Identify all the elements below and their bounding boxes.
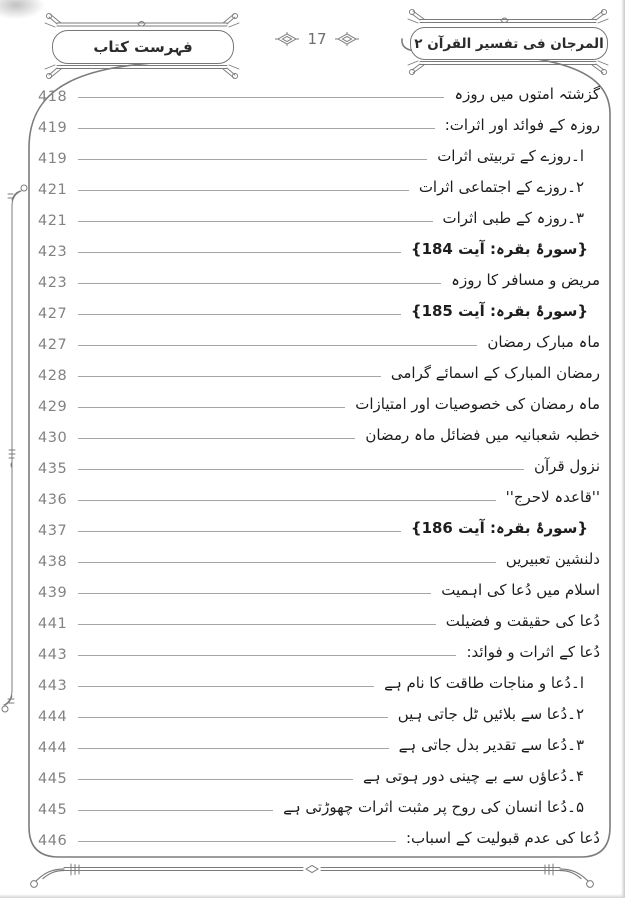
entry-page-number: 421 [38, 212, 68, 229]
leader-line [78, 810, 273, 811]
entry-title: دُعا کی عدم قبولیت کے اسباب: [405, 828, 600, 847]
entry-page-number: 435 [38, 460, 68, 477]
entry-title: ا۔روزے کے تربیتی اثرات [437, 146, 584, 165]
toc-entry [38, 477, 600, 508]
entry-page-number: 443 [38, 677, 68, 694]
entry-title: ماہ رمضان کی خصوصیات اور امتیازات [355, 394, 600, 413]
entry-page-number: 445 [38, 770, 68, 787]
entry-title: ۳۔دُعا سے تقدیر بدل جاتی ہے [398, 735, 584, 754]
toc-entry [38, 787, 600, 818]
entry-page-number: 441 [38, 615, 68, 632]
toc-entry [38, 198, 600, 229]
leader-line [78, 531, 401, 532]
toc-entry [38, 291, 600, 322]
entry-page-number: 427 [38, 305, 68, 322]
leader-line [78, 252, 401, 253]
entry-title: خطبہ شعبانیہ میں فضائل ماہ رمضان [365, 425, 600, 444]
entry-title: دلنشین تعبیریں [505, 549, 600, 568]
book-title-cartouche [410, 27, 608, 60]
leader-line [78, 345, 477, 346]
toc-entry [38, 756, 600, 787]
section-title: فہرست کتاب [93, 38, 193, 56]
toc-entry [38, 508, 600, 539]
entry-page-number: 419 [38, 150, 68, 167]
toc-entry [38, 105, 600, 136]
entry-page-number: 419 [38, 119, 68, 136]
entry-page-number: 430 [38, 429, 68, 446]
entry-page-number: 438 [38, 553, 68, 570]
entry-page-number: 439 [38, 584, 68, 601]
toc-entry [38, 570, 600, 601]
leader-line [78, 159, 427, 160]
toc-entry [38, 260, 600, 291]
toc-entry [38, 74, 600, 105]
entry-title: گزشتہ امتوں میں روزہ [454, 84, 600, 103]
toc-entry [38, 136, 600, 167]
entry-title: ۵۔دُعا انسان کی روح پر مثبت اثرات چھوڑتی ہے [283, 797, 584, 816]
toc-entry [38, 694, 600, 725]
toc-entry [38, 663, 600, 694]
entry-page-number: 427 [38, 336, 68, 353]
page-number-block [262, 27, 372, 51]
entry-page-number: 443 [38, 646, 68, 663]
leader-line [78, 748, 389, 749]
entry-page-number: 418 [38, 88, 68, 105]
entry-page-number: 428 [38, 367, 68, 384]
toc-entry [38, 601, 600, 632]
entry-title: ''قاعدہ لاحرج'' [505, 487, 600, 506]
leader-line [78, 593, 431, 594]
leader-line [78, 97, 444, 98]
book-title: المرجان فی تفسیر القرآن ۲ [414, 35, 604, 52]
toc-entry [38, 446, 600, 477]
entry-title: {سورۂ بقرہ: آیت 184} [410, 239, 588, 258]
leader-line [78, 283, 441, 284]
section-title-cartouche [52, 30, 234, 64]
leader-line [78, 376, 381, 377]
toc-entry [38, 415, 600, 446]
entry-page-number: 429 [38, 398, 68, 415]
leader-line [78, 624, 436, 625]
entry-title: ۳۔روزہ کے طبی اثرات [442, 208, 584, 227]
left-margin-flourish [2, 185, 27, 712]
toc-entry [38, 322, 600, 353]
entry-page-number: 423 [38, 243, 68, 260]
entry-title: رمضان المبارک کے اسمائے گرامی [390, 363, 600, 382]
leader-line [78, 407, 345, 408]
entry-title: ا۔دُعا و مناجات طاقت کا نام ہے [384, 673, 584, 692]
toc-entry [38, 229, 600, 260]
entry-title: اسلام میں دُعا کی اہمیت [441, 580, 600, 599]
entry-title: {سورۂ بقرہ: آیت 185} [410, 301, 588, 320]
entry-page-number: 445 [38, 801, 68, 818]
entry-page-number: 437 [38, 522, 68, 539]
entry-title: روزہ کے فوائد اور اثرات: [444, 115, 600, 134]
toc-entry [38, 353, 600, 384]
entry-title: ماہ مبارک رمضان [487, 332, 600, 351]
floral-ornament-icon [335, 31, 359, 47]
entry-title: نزول قرآن [534, 456, 600, 475]
entry-page-number: 421 [38, 181, 68, 198]
scan-artifact [0, 894, 625, 898]
entry-page-number: 436 [38, 491, 68, 508]
leader-line [78, 314, 401, 315]
leader-line [78, 655, 456, 656]
floral-ornament-icon [275, 31, 299, 47]
toc-entry [38, 725, 600, 756]
entry-title: ۴۔دُعاؤں سے بے چینی دور ہوتی ہے [362, 766, 584, 785]
leader-line [78, 438, 355, 439]
entry-title: ۲۔روزے کے اجتماعی اثرات [418, 177, 584, 196]
toc-entry [38, 539, 600, 570]
entry-page-number: 446 [38, 832, 68, 849]
entry-title: {سورۂ بقرہ: آیت 186} [410, 518, 588, 537]
toc-list [38, 74, 600, 849]
page-number: 17 [307, 30, 327, 48]
entry-page-number: 444 [38, 739, 68, 756]
leader-line [78, 190, 409, 191]
leader-line [78, 128, 435, 129]
leader-line [78, 779, 353, 780]
leader-line [78, 500, 496, 501]
entry-title: دُعا کے اثرات و فوائد: [466, 642, 600, 661]
leader-line [78, 469, 524, 470]
toc-entry [38, 167, 600, 198]
scan-artifact [621, 0, 625, 898]
leader-line [78, 717, 388, 718]
entry-page-number: 423 [38, 274, 68, 291]
toc-entry [38, 818, 600, 849]
bottom-rule-flourish [31, 864, 594, 887]
leader-line [78, 686, 374, 687]
entry-title: مریض و مسافر کا روزہ [451, 270, 600, 289]
leader-line [78, 562, 496, 563]
entry-title: دُعا کی حقیقت و فضیلت [445, 611, 600, 630]
toc-entry [38, 632, 600, 663]
toc-entry [38, 384, 600, 415]
leader-line [78, 841, 396, 842]
leader-line [78, 221, 433, 222]
entry-title: ۲۔دُعا سے بلائیں ٹل جاتی ہیں [397, 704, 584, 723]
entry-page-number: 444 [38, 708, 68, 725]
